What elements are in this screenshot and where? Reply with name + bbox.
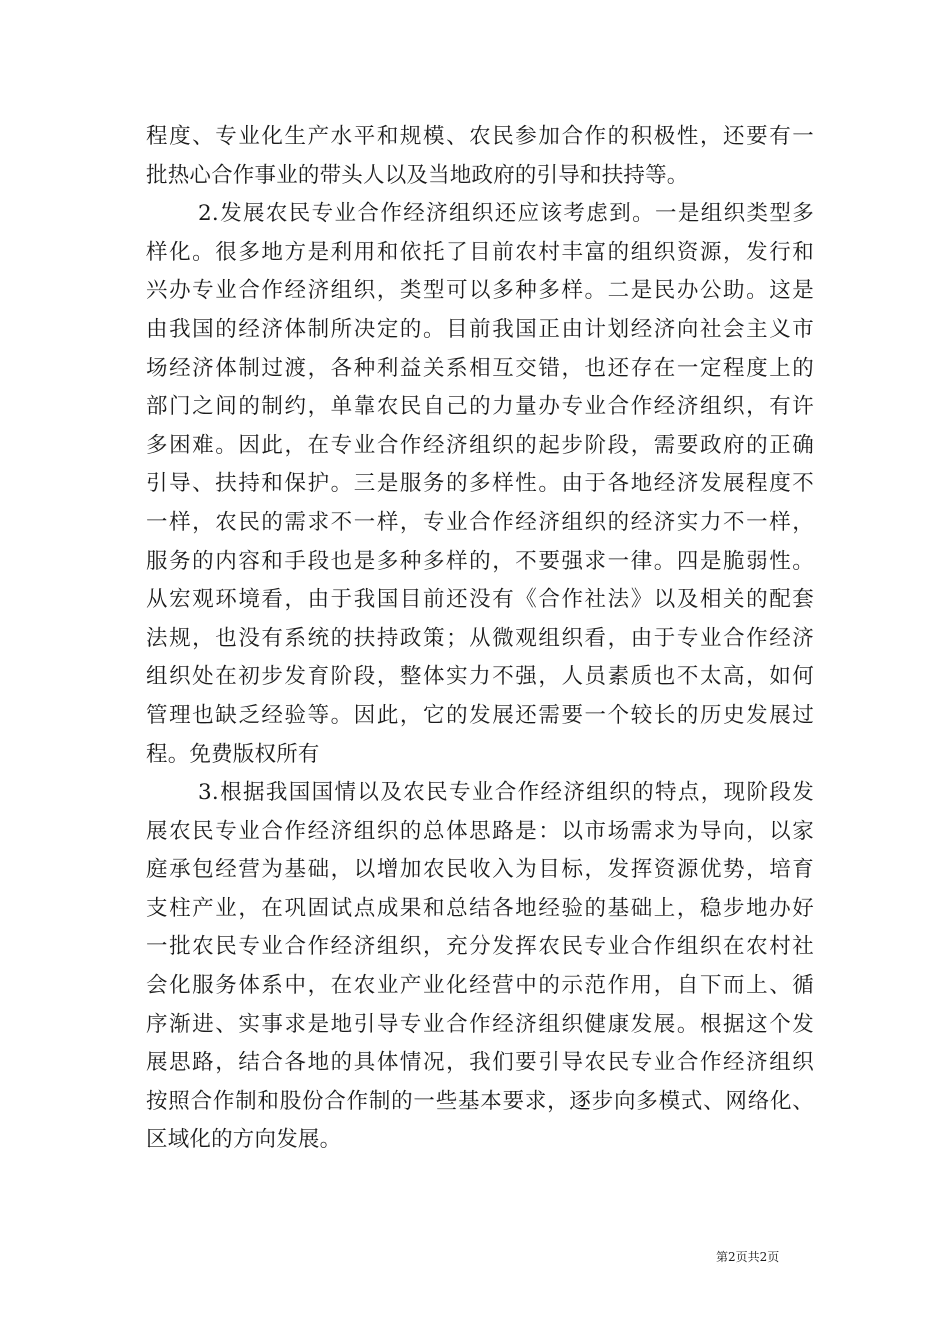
text-line: 批热心合作事业的带头人以及当地政府的引导和扶持等。 — [146, 162, 689, 188]
text-line: 程度、专业化生产水平和规模、农民参加合作的积极性，还要有一 — [146, 124, 814, 149]
text-line: 支柱产业，在巩固试点成果和总结各地经验的基础上，稳步地办好 — [146, 895, 814, 921]
body-text — [146, 118, 814, 1160]
text-line: 样化。很多地方是利用和依托了目前农村丰富的组织资源，发行和 — [146, 239, 814, 265]
text-line: 一批农民专业合作经济组织，充分发挥农民专业合作组织在农村社 — [146, 934, 814, 960]
text-line: 庭承包经营为基础，以增加农民收入为目标，发挥资源优势，培育 — [146, 857, 814, 883]
text-line: 程。免费版权所有 — [146, 741, 320, 767]
text-line: 引导、扶持和保护。三是服务的多样性。由于各地经济发展程度不 — [146, 471, 814, 497]
text-line: 3.根据我国国情以及农民专业合作经济组织的特点，现阶段发 — [198, 780, 814, 806]
text-line: 一样，农民的需求不一样，专业合作经济组织的经济实力不一样， — [146, 509, 814, 535]
text-line: 管理也缺乏经验等。因此，它的发展还需要一个较长的历史发展过 — [146, 702, 814, 728]
text-line: 兴办专业合作经济组织，类型可以多种多样。二是民办公助。这是 — [146, 278, 814, 304]
text-line: 序渐进、实事求是地引导专业合作经济组织健康发展。根据这个发 — [146, 1011, 814, 1037]
text-line: 场经济体制过渡，各种利益关系相互交错，也还存在一定程度上的 — [146, 355, 814, 381]
text-line: 服务的内容和手段也是多种多样的，不要强求一律。四是脆弱性。 — [146, 548, 814, 574]
text-line: 会化服务体系中，在农业产业化经营中的示范作用，自下而上、循 — [146, 973, 814, 999]
text-line: 区域化的方向发展。 — [146, 1127, 342, 1153]
text-line: 2.发展农民专业合作经济组织还应该考虑到。一是组织类型多 — [198, 201, 814, 227]
text-line: 展农民专业合作经济组织的总体思路是：以市场需求为导向，以家 — [146, 818, 814, 844]
text-line: 按照合作制和股份合作制的一些基本要求，逐步向多模式、网络化、 — [146, 1088, 814, 1114]
text-line: 组织处在初步发育阶段，整体实力不强，人员素质也不太高，如何 — [146, 664, 814, 690]
text-line: 多困难。因此，在专业合作经济组织的起步阶段，需要政府的正确 — [146, 432, 814, 458]
text-line: 从宏观环境看，由于我国目前还没有《合作社法》以及相关的配套 — [146, 587, 814, 613]
text-line: 部门之间的制约，单靠农民自己的力量办专业合作经济组织，有许 — [146, 394, 814, 420]
text-line: 由我国的经济体制所决定的。目前我国正由计划经济向社会主义市 — [146, 316, 814, 342]
text-line: 展思路，结合各地的具体情况，我们要引导农民专业合作经济组织 — [146, 1050, 814, 1076]
text-line: 法规，也没有系统的扶持政策；从微观组织看，由于专业合作经济 — [146, 625, 814, 651]
page-number-footer: 第2页共2页 — [716, 1250, 780, 1264]
